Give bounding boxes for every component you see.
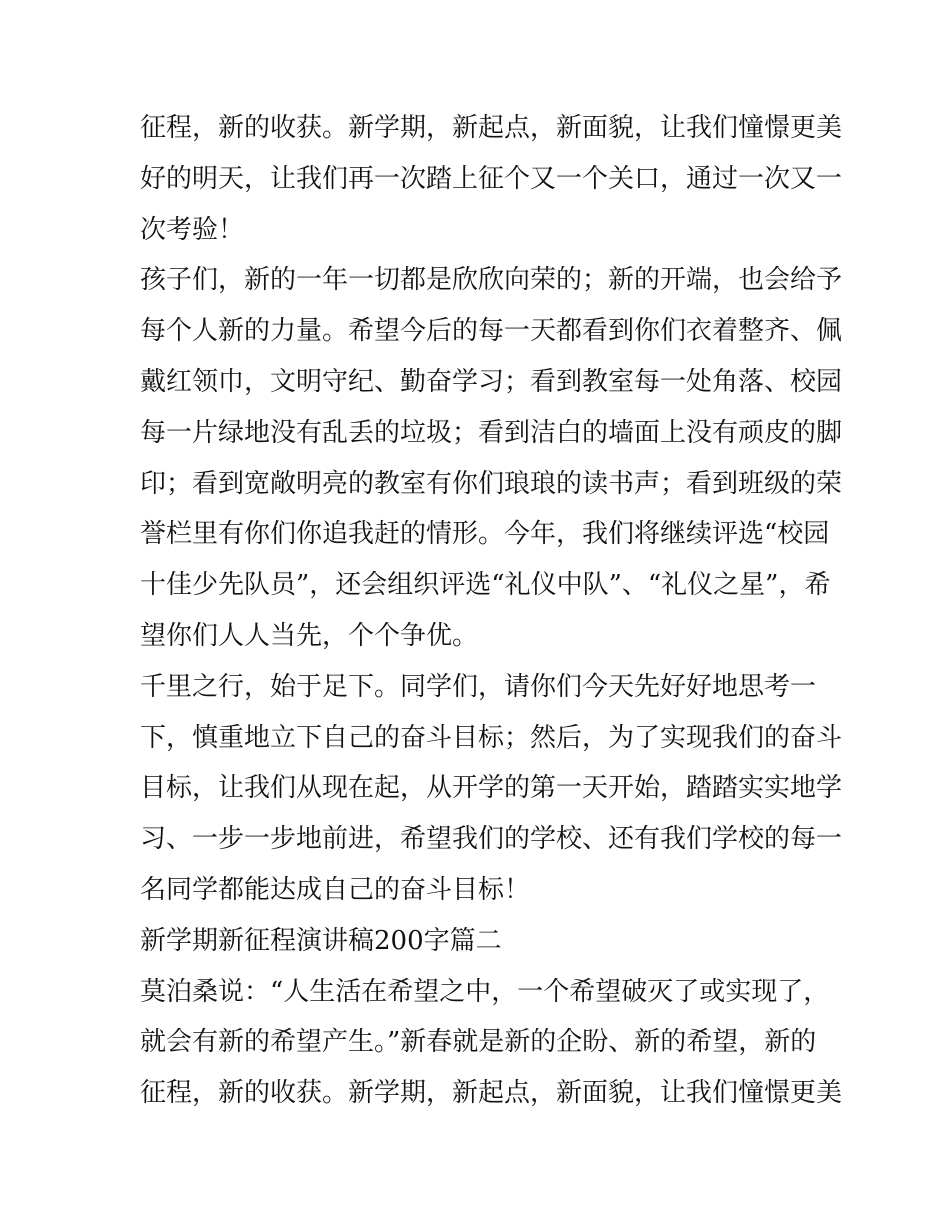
text-line: 每个人新的力量。希望今后的每一天都看到你们衣着整齐、佩 bbox=[140, 316, 843, 347]
text-line: 征程，新的收获。新学期，新起点，新面貌，让我们憧憬更美 bbox=[140, 1078, 843, 1109]
text-line: 次考验！ bbox=[140, 214, 245, 245]
text-line: 下，慎重地立下自己的奋斗目标；然后，为了实现我们的奋斗 bbox=[140, 722, 843, 753]
text-line: 十佳少先队员”，还会组织评选“礼仪中队”、“礼仪之星”，希 bbox=[140, 570, 831, 601]
document-page bbox=[140, 103, 843, 1119]
text-line: 千里之行，始于足下。同学们，请你们今天先好好地思考一 bbox=[140, 671, 817, 702]
text-line: 莫泊桑说：“人生活在希望之中，一个希望破灭了或实现了， bbox=[140, 976, 830, 1007]
section-heading: 新学期新征程演讲稿200字篇二 bbox=[140, 925, 502, 956]
text-line: 誉栏里有你们你追我赶的情形。今年，我们将继续评选“校园 bbox=[140, 519, 830, 550]
text-line: 征程，新的收获。新学期，新起点，新面貌，让我们憧憬更美 bbox=[140, 113, 843, 143]
text-line: 每一片绿地没有乱丢的垃圾；看到洁白的墙面上没有顽皮的脚 bbox=[140, 417, 843, 448]
text-line: 名同学都能达成自己的奋斗目标！ bbox=[140, 874, 531, 905]
text-line: 孩子们，新的一年一切都是欣欣向荣的；新的开端，也会给予 bbox=[140, 265, 843, 296]
text-line: 好的明天，让我们再一次踏上征个又一个关口，通过一次又一 bbox=[140, 163, 843, 194]
text-line: 就会有新的希望产生。”新春就是新的企盼、新的希望，新的 bbox=[140, 1027, 817, 1058]
text-line: 目标，让我们从现在起，从开学的第一天开始，踏踏实实地学 bbox=[140, 773, 843, 804]
text-line: 习、一步一步地前进，希望我们的学校、还有我们学校的每一 bbox=[140, 824, 843, 855]
text-line: 印；看到宽敞明亮的教室有你们琅琅的读书声；看到班级的荣 bbox=[140, 468, 843, 499]
text-line: 望你们人人当先，个个争优。 bbox=[140, 620, 479, 651]
text-line: 戴红领巾，文明守纪、勤奋学习；看到教室每一处角落、校园 bbox=[140, 366, 843, 397]
